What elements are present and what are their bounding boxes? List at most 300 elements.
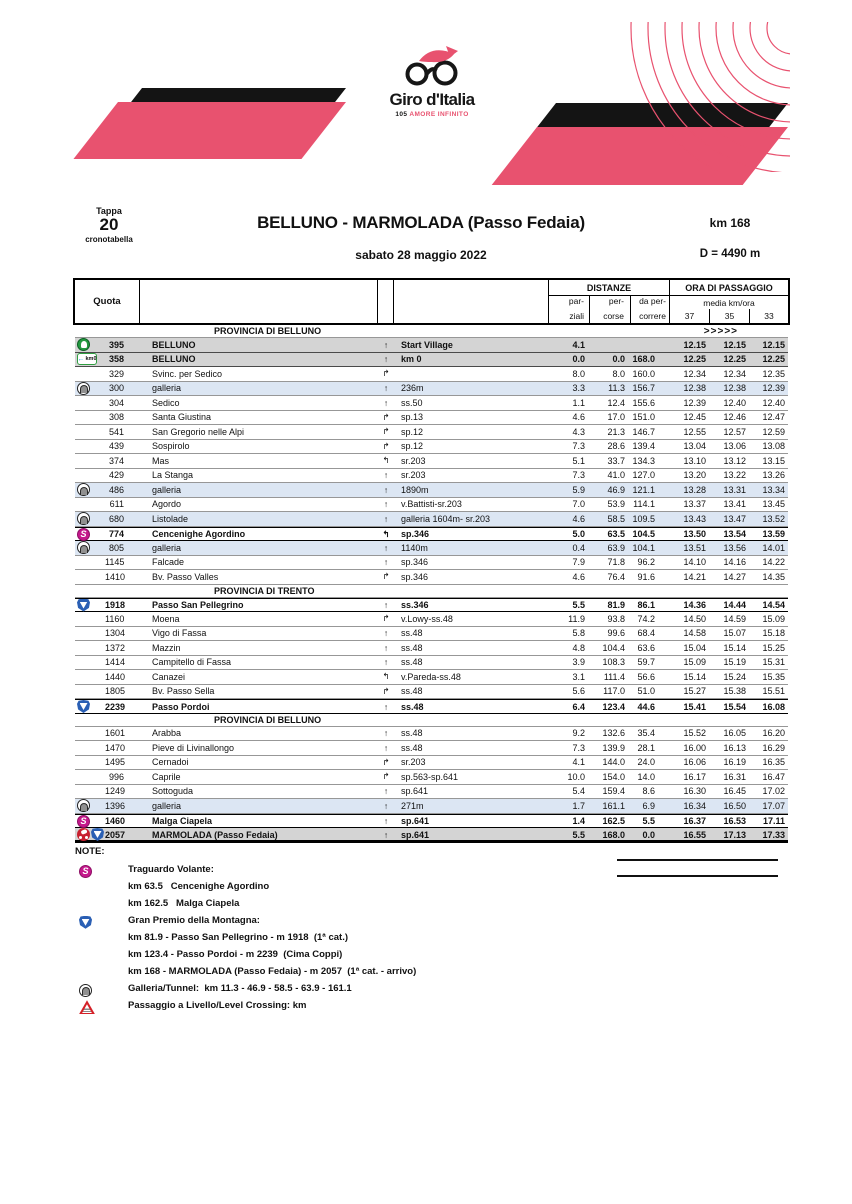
direction-arrow-icon: ↑ (383, 829, 389, 840)
quota-cell: 611 (109, 499, 124, 510)
time-33-cell: 14.54 (762, 600, 785, 610)
time-35-cell: 12.34 (723, 368, 746, 379)
giro-logo-tagline (383, 111, 481, 118)
time-37-cell: 13.51 (683, 542, 706, 553)
table-row (75, 367, 788, 382)
dist-percorse-cell: 11.3 (608, 383, 625, 394)
dist-parziali-cell: 9.2 (572, 728, 585, 739)
gpm-icon (91, 828, 104, 841)
time-33-cell: 12.59 (762, 426, 785, 437)
dist-parziali-cell: 4.6 (572, 513, 585, 524)
road-cell: v.Lowy-ss.48 (401, 613, 453, 624)
road-cell: v.Battisti-sr.203 (401, 499, 462, 510)
note-line: km 123.4 - Passo Pordoi - m 2239 (Cima Coppi) (128, 949, 343, 960)
notes-list (75, 861, 555, 1014)
notes-section (75, 846, 555, 1014)
dist-da-percorrere-cell: 146.7 (632, 426, 655, 437)
time-33-cell: 12.15 (762, 339, 785, 350)
time-33-cell: 13.26 (762, 470, 785, 481)
dist-parziali-cell: 7.9 (572, 557, 585, 568)
giro-logo-wordmark: Giro d'Italia (389, 90, 475, 109)
column-header-speed-37: 37 (669, 309, 709, 323)
time-33-cell: 14.01 (762, 542, 785, 553)
dist-percorse-cell: 0.0 (612, 354, 625, 365)
column-header-speed-33: 33 (749, 309, 788, 323)
direction-arrow-icon: ↱ (382, 368, 390, 379)
dist-parziali-cell: 7.3 (572, 470, 585, 481)
location-cell: Cencenighe Agordino (152, 529, 246, 539)
dist-parziali-cell: 0.0 (572, 354, 585, 365)
direction-arrow-icon: ↱ (382, 685, 390, 696)
road-cell: ss.48 (401, 628, 423, 639)
dist-parziali-cell: 6.4 (572, 701, 585, 712)
quota-cell: 541 (108, 426, 124, 437)
time-35-cell: 14.44 (723, 600, 746, 610)
time-37-cell: 14.10 (683, 557, 706, 568)
road-cell: ss.50 (401, 397, 423, 408)
road-cell: sp.563-sp.641 (401, 771, 459, 782)
row-icons (75, 338, 105, 351)
table-row (75, 699, 788, 714)
da-percorrere-line1: da per- (639, 296, 666, 306)
time-35-cell: 14.59 (723, 613, 746, 624)
location-cell: Bv. Passo Valles (152, 571, 219, 582)
direction-arrow-icon: ↑ (383, 800, 389, 811)
sprint-icon: S (77, 528, 90, 541)
stage-elevation-gain: D = 4490 m (699, 248, 761, 260)
dist-percorse-cell: 132.6 (602, 728, 625, 739)
quota-cell: 1414 (105, 657, 126, 668)
dist-parziali-cell: 4.3 (572, 426, 585, 437)
dist-percorse-cell: 81.9 (607, 600, 625, 610)
table-row (75, 469, 788, 484)
dist-percorse-cell: 139.9 (602, 742, 625, 753)
road-cell: sr.203 (401, 470, 426, 481)
timetable-header (73, 278, 790, 325)
direction-arrow-icon: ↑ (383, 628, 389, 639)
dist-parziali-cell: 7.3 (572, 742, 585, 753)
location-cell: Vigo di Fassa (152, 628, 207, 639)
tappa-label: Tappa (96, 206, 122, 216)
dist-percorse-cell: 93.8 (607, 613, 625, 624)
note-icon-slot (79, 863, 92, 881)
road-cell: 271m (401, 800, 424, 811)
road-cell: sp.12 (401, 426, 424, 437)
time-33-cell: 15.25 (762, 642, 785, 653)
direction-arrow-icon: ↑ (383, 484, 389, 495)
time-35-cell: 15.24 (723, 671, 746, 682)
quota-cell: 2239 (105, 701, 126, 712)
giro-tagline-text: AMORE INFINITO (409, 110, 469, 118)
column-header-location (140, 280, 378, 323)
time-35-cell: 16.05 (723, 728, 746, 739)
time-35-cell: 13.12 (723, 455, 746, 466)
table-row (75, 396, 788, 411)
location-cell: Listolade (152, 513, 189, 524)
province-label: PROVINCIA DI BELLUNO (214, 714, 322, 725)
location-cell: Passo Pordoi (152, 701, 210, 712)
time-33-cell: 13.52 (762, 513, 785, 524)
direction-arrow-icon: ↱ (382, 771, 390, 782)
road-cell: ss.48 (401, 686, 423, 697)
dist-da-percorrere-cell: 63.6 (637, 642, 655, 653)
quota-cell: 1495 (105, 757, 126, 768)
dist-percorse-cell: 63.5 (607, 529, 625, 539)
table-row (75, 785, 788, 800)
note-line: Galleria/Tunnel: km 11.3 - 46.9 - 58.5 - 63.9 - 161.1 (128, 983, 352, 994)
time-37-cell: 16.34 (683, 800, 706, 811)
dist-da-percorrere-cell: 151.0 (632, 412, 655, 423)
dist-da-percorrere-cell: 104.1 (632, 542, 655, 553)
time-35-cell: 13.31 (723, 484, 746, 495)
table-row (75, 570, 788, 585)
dist-da-percorrere-cell: 56.6 (637, 671, 655, 682)
direction-arrow-icon: ↰ (382, 528, 390, 539)
time-35-cell: 16.45 (723, 786, 746, 797)
time-35-cell: 12.15 (723, 339, 746, 350)
quota-cell: 1601 (105, 728, 126, 739)
dist-parziali-cell: 10.0 (567, 771, 585, 782)
dist-da-percorrere-cell: 109.5 (632, 513, 655, 524)
time-37-cell: 14.36 (683, 600, 706, 610)
parziali-line2: ziali (569, 310, 584, 321)
tappa-number: 20 (99, 215, 119, 234)
province-label: PROVINCIA DI TRENTO (214, 585, 315, 596)
direction-arrow-icon: ↑ (383, 786, 389, 797)
dist-percorse-cell: 17.0 (607, 412, 625, 423)
quota-cell: 429 (108, 470, 124, 481)
time-35-cell: 15.54 (723, 701, 746, 712)
time-37-cell: 16.06 (683, 757, 706, 768)
road-cell: galleria 1604m- sr.203 (401, 513, 491, 524)
concentric-arcs-decoration (612, 22, 790, 172)
column-header-da-percorrere (631, 296, 669, 323)
cronotabella-label: cronotabella (85, 234, 133, 244)
location-cell: Bv. Passo Sella (152, 686, 215, 697)
row-icons (75, 828, 105, 841)
parziali-line1: par- (568, 296, 584, 306)
time-33-cell: 15.35 (762, 671, 785, 682)
dist-parziali-cell: 1.1 (572, 397, 585, 408)
time-33-cell: 17.33 (762, 829, 785, 840)
location-cell: galleria (152, 542, 182, 553)
dist-percorse-cell: 144.0 (602, 757, 625, 768)
direction-arrow-icon: ↱ (382, 613, 390, 624)
time-37-cell: 13.50 (683, 529, 706, 539)
crossing-icon (79, 1000, 95, 1014)
road-cell: sp.346 (401, 571, 429, 582)
time-33-cell: 13.59 (762, 529, 785, 539)
quota-cell: 1460 (105, 816, 126, 826)
row-icons (75, 382, 105, 395)
time-37-cell: 13.20 (683, 470, 706, 481)
time-33-cell: 15.09 (762, 613, 785, 624)
dist-da-percorrere-cell: 28.1 (637, 742, 655, 753)
sprint-icon: S (79, 865, 92, 878)
road-cell: sp.12 (401, 441, 424, 452)
table-row (75, 483, 788, 498)
direction-arrow-icon: ↑ (383, 701, 389, 712)
quota-cell: 1304 (105, 628, 126, 639)
note-line: Traguardo Volante: (128, 864, 214, 875)
banner-ribbon-left (75, 88, 350, 162)
time-33-cell: 12.35 (762, 368, 785, 379)
direction-arrow-icon: ↱ (382, 411, 390, 422)
row-icons (75, 541, 105, 554)
location-cell: Moena (152, 613, 180, 624)
time-37-cell: 15.04 (683, 642, 706, 653)
table-row (75, 556, 788, 571)
direction-arrow-icon: ↱ (382, 756, 390, 767)
table-row (75, 814, 788, 829)
dist-parziali-cell: 5.0 (572, 529, 585, 539)
location-cell: San Gregorio nelle Alpi (152, 426, 245, 437)
time-35-cell: 16.13 (723, 742, 746, 753)
direction-arrow-icon: ↑ (383, 339, 389, 350)
tunnel-icon (77, 382, 90, 395)
row-icons (75, 815, 105, 828)
time-37-cell: 15.14 (683, 671, 706, 682)
location-cell: Campitello di Fassa (152, 657, 232, 668)
time-33-cell: 16.08 (762, 701, 785, 712)
road-cell: sp.641 (401, 829, 430, 840)
dist-da-percorrere-cell: 156.7 (632, 383, 655, 394)
road-cell: v.Pareda-ss.48 (401, 671, 461, 682)
location-cell: Santa Giustina (152, 412, 212, 423)
table-row (75, 382, 788, 397)
location-cell: Agordo (152, 499, 182, 510)
time-33-cell: 15.51 (762, 686, 785, 697)
location-cell: Falcade (152, 557, 185, 568)
time-35-cell: 13.41 (723, 499, 746, 510)
dist-percorse-cell: 161.1 (602, 800, 625, 811)
road-cell: ss.48 (401, 742, 423, 753)
time-35-cell: 14.16 (723, 557, 746, 568)
time-37-cell: 12.25 (683, 354, 706, 365)
giro-edition-number: 105 (395, 110, 408, 118)
time-35-cell: 15.38 (723, 686, 746, 697)
row-icons (75, 799, 105, 812)
note-line: km 168 - MARMOLADA (Passo Fedaia) - m 2057 (1ª cat. - arrivo) (128, 966, 417, 977)
location-cell: Sospirolo (152, 441, 190, 452)
dist-percorse-cell: 76.4 (607, 571, 625, 582)
location-cell: Cernadoi (152, 757, 189, 768)
percorse-line1: per- (608, 296, 624, 306)
table-row (75, 512, 788, 527)
time-37-cell: 13.37 (683, 499, 706, 510)
table-row (75, 685, 788, 700)
note-line: Passaggio a Livello/Level Crossing: km (128, 1000, 307, 1011)
sprint-icon: S (77, 815, 90, 828)
direction-arrow-icon: ↑ (383, 728, 389, 739)
time-35-cell: 15.19 (723, 657, 746, 668)
time-33-cell: 12.39 (762, 383, 785, 394)
stage-date: sabato 28 maggio 2022 (355, 248, 487, 262)
time-33-cell: 15.18 (762, 628, 785, 639)
road-cell: 236m (401, 383, 424, 394)
start-icon (77, 338, 90, 351)
direction-arrow-icon: ↑ (383, 383, 389, 394)
table-row (75, 338, 788, 353)
dist-parziali-cell: 5.8 (572, 628, 585, 639)
quota-cell: 304 (108, 397, 124, 408)
time-33-cell: 16.35 (762, 757, 785, 768)
dist-percorse-cell: 111.4 (603, 671, 625, 682)
quota-cell: 374 (108, 455, 124, 466)
km0-text: km0 (85, 355, 97, 362)
location-cell: galleria (152, 484, 182, 495)
dist-percorse-cell: 123.4 (602, 701, 625, 712)
table-row (75, 670, 788, 685)
location-cell: BELLUNO (152, 339, 196, 350)
dist-da-percorrere-cell: 168.0 (632, 354, 655, 365)
location-cell: Sedico (152, 397, 180, 408)
location-cell: Malga Ciapela (152, 816, 213, 826)
dist-da-percorrere-cell: 155.6 (632, 397, 655, 408)
quota-cell: 1918 (105, 600, 126, 610)
dist-da-percorrere-cell: 127.0 (632, 470, 655, 481)
notes-title: NOTE: (75, 846, 105, 857)
dist-da-percorrere-cell: 114.1 (633, 499, 655, 510)
dist-percorse-cell: 117.0 (603, 686, 625, 697)
note-group (75, 997, 555, 1014)
road-cell: ss.48 (401, 657, 423, 668)
dist-da-percorrere-cell: 51.0 (637, 686, 655, 697)
time-35-cell: 12.46 (723, 412, 746, 423)
gpm-icon (77, 599, 90, 612)
time-33-cell: 13.34 (762, 484, 785, 495)
time-37-cell: 12.15 (683, 339, 706, 350)
province-section-row (75, 714, 788, 727)
dist-da-percorrere-cell: 59.7 (637, 657, 655, 668)
time-37-cell: 16.00 (683, 742, 706, 753)
row-icons (75, 528, 105, 541)
time-37-cell: 13.10 (683, 455, 706, 466)
tunnel-icon (77, 512, 90, 525)
time-37-cell: 15.27 (683, 686, 706, 697)
table-row (75, 727, 788, 742)
road-cell: km 0 (401, 354, 422, 365)
road-cell: sp.346 (401, 557, 429, 568)
dist-da-percorrere-cell: 104.5 (632, 529, 655, 539)
quota-cell: 439 (108, 441, 124, 452)
row-icons (75, 353, 105, 365)
dist-percorse-cell: 162.5 (602, 816, 625, 826)
time-35-cell: 17.13 (723, 829, 746, 840)
time-37-cell: 13.28 (683, 484, 706, 495)
direction-arrow-icon: ↱ (382, 426, 390, 437)
table-row (75, 411, 788, 426)
row-icons (75, 483, 105, 496)
time-37-cell: 16.17 (683, 771, 706, 782)
province-section-row (75, 325, 788, 338)
time-37-cell: 14.21 (683, 571, 706, 582)
dist-da-percorrere-cell: 8.6 (642, 786, 655, 797)
table-row (75, 598, 788, 613)
direction-arrow-icon: ↑ (383, 642, 389, 653)
time-37-cell: 14.58 (683, 628, 706, 639)
dist-percorse-cell: 168.0 (602, 829, 625, 840)
quota-cell: 300 (108, 383, 124, 394)
dist-parziali-cell: 1.4 (572, 816, 585, 826)
quota-cell: 1160 (105, 613, 125, 624)
dist-da-percorrere-cell: 74.2 (637, 613, 655, 624)
stage-number-box (76, 206, 142, 244)
direction-arrow-icon: ↑ (383, 513, 389, 524)
dist-percorse-cell: 41.0 (607, 470, 625, 481)
gpm-icon (79, 916, 92, 929)
passage-direction-marker: >>>>> (703, 325, 738, 337)
time-35-cell: 13.56 (723, 542, 746, 553)
time-33-cell: 13.08 (762, 441, 785, 452)
dist-percorse-cell: 12.4 (607, 397, 625, 408)
road-cell: sp.641 (401, 786, 429, 797)
dist-percorse-cell: 46.9 (607, 484, 625, 495)
gpm-icon (77, 700, 90, 713)
direction-arrow-icon: ↑ (383, 657, 389, 668)
dist-percorse-cell: 28.6 (607, 441, 625, 452)
location-cell: Mas (152, 455, 170, 466)
dist-parziali-cell: 5.5 (572, 829, 585, 840)
stage-total-km: km 168 (709, 216, 751, 230)
table-row (75, 756, 788, 771)
column-header-direction (378, 280, 394, 323)
table-row (75, 541, 788, 556)
province-label: PROVINCIA DI BELLUNO (214, 326, 322, 336)
time-37-cell: 12.38 (683, 383, 706, 394)
quota-cell: 1410 (105, 571, 126, 582)
dist-parziali-cell: 4.8 (572, 642, 585, 653)
direction-arrow-icon: ↑ (383, 470, 389, 481)
direction-arrow-icon: ↑ (383, 542, 389, 553)
column-header-distanze: DISTANZE (549, 280, 669, 296)
location-cell: Pieve di Livinallongo (152, 742, 235, 753)
note-group (75, 912, 555, 980)
time-35-cell: 16.50 (723, 800, 746, 811)
time-37-cell: 15.52 (683, 728, 706, 739)
road-cell: sp.641 (401, 816, 430, 826)
road-cell: sr.203 (401, 455, 426, 466)
dist-percorse-cell: 8.0 (612, 368, 625, 379)
table-row (75, 425, 788, 440)
location-cell: Canazei (152, 671, 186, 682)
dist-parziali-cell: 3.9 (572, 657, 585, 668)
location-cell: Passo San Pellegrino (152, 600, 244, 610)
location-cell: galleria (152, 800, 182, 811)
dist-da-percorrere-cell: 86.1 (637, 600, 655, 610)
row-icons (75, 700, 105, 713)
tunnel-icon (77, 541, 90, 554)
direction-arrow-icon: ↑ (383, 499, 389, 510)
quota-cell: 486 (108, 484, 124, 495)
time-35-cell: 15.07 (723, 628, 746, 639)
ribbon-pink-stripe (73, 102, 346, 159)
road-cell: 1140m (401, 542, 428, 553)
time-37-cell: 12.39 (683, 397, 706, 408)
tunnel-icon (77, 483, 90, 496)
dist-percorse-cell: 154.0 (602, 771, 625, 782)
timetable-body (75, 325, 788, 843)
dist-parziali-cell: 4.1 (572, 757, 585, 768)
dist-parziali-cell: 5.5 (572, 600, 585, 610)
quota-cell: 996 (108, 771, 124, 782)
quota-cell: 1249 (105, 786, 126, 797)
quota-cell: 1440 (105, 671, 126, 682)
time-33-cell: 17.07 (762, 800, 785, 811)
time-33-cell: 12.25 (762, 354, 785, 365)
column-header-speed-35: 35 (709, 309, 749, 323)
dist-parziali-cell: 7.3 (572, 441, 585, 452)
